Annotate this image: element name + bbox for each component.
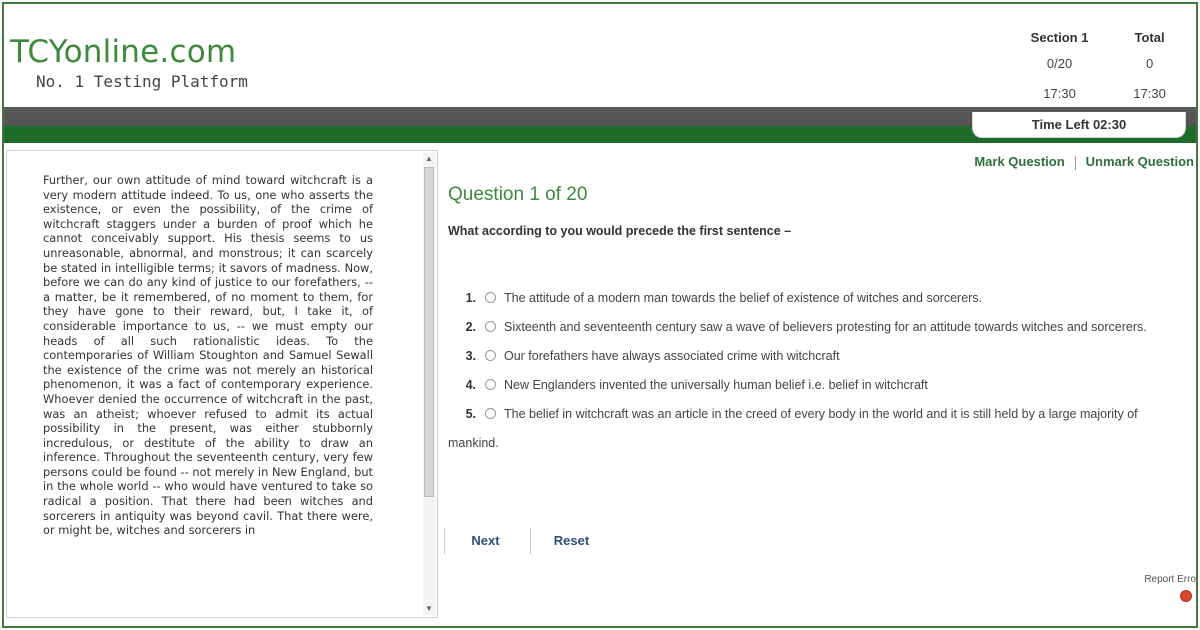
scroll-down-arrow-icon[interactable]: ▼ [425,604,433,613]
option-number: 5. [465,407,476,421]
score-total-time: 17:30 [1133,85,1166,101]
answer-option-2[interactable] [448,313,1188,342]
passage-pane[interactable] [6,150,438,618]
passage-text: Further, our own attitude of mind toward witchcraft is a very modern attitude indeed. To us, one who asserts the existence, or even the possibility, of the crime of witchcraft staggers under a burden of proof which he cannot conceivably support. His thesis seems to us unreasonable, abnormal, and monstrous; it can scarcely be stated in intelligible terms; it savors of madness. Now, before we can do any kind of justice to our forefathers, -- a matter, be it remembered, of no moment to them, for they have gone to their reward, but, I take it, of considerable importance to us, -- we must empty our heads of all such rationalistic ideas. To the contemporaries of William Stoughton and Samuel Sewall the existence of the crime was not merely an historical phenomenon, it was a fact of contemporary experience. Whoever denied the occurrence of witchcraft in the past, was an atheist; whoever refused to admit its actual possibility in the present, was either stubbornly incredulous, or destitute of the ability to draw an inference. Throughout the seventeenth century, very few persons could be found -- not merely in New England, but in the whole world -- who would have ventured to take so radical a position. That there had been witches and sorcerers in antiquity was beyond cavil. That there were, or might be, witches and sorcerers in [43,173,373,538]
option-number: 3. [465,349,476,363]
answer-option-5[interactable] [448,400,1188,458]
answer-options [448,284,1188,458]
score-header-section: Section 1 [1030,29,1089,45]
option-text: The belief in witchcraft was an article in the creed of every body in the world and it is still held by a large majority of mankind. [448,407,1138,450]
question-pane [444,150,1196,624]
brand-logo: TCYonline.com [10,34,237,70]
option-number: 4. [465,378,476,392]
answer-option-1[interactable] [448,284,1188,313]
brand-tagline: No. 1 Testing Platform [36,72,248,91]
score-total-attempted: 0 [1145,55,1154,71]
option-text: Sixteenth and seventeenth century saw a wave of believers protesting for an attitude towards witches and sorcerers. [504,320,1147,334]
question-title: Question 1 of 20 [448,184,588,205]
option-text: New Englanders invented the universally human belief i.e. belief in witchcraft [504,378,928,392]
score-section-time: 17:30 [1043,85,1076,101]
report-error-icon[interactable] [1180,590,1192,602]
mark-question-link[interactable]: Mark Question [974,154,1065,169]
answer-option-4[interactable] [448,371,1188,400]
option-text: Our forefathers have always associated crime with witchcraft [504,349,840,363]
time-left: Time Left 02:30 [972,112,1186,138]
mark-separator [1075,156,1076,170]
header [4,4,1196,112]
mark-links [974,154,1194,170]
scroll-up-arrow-icon[interactable]: ▲ [425,154,433,163]
brand [10,34,248,91]
unmark-question-link[interactable]: Unmark Question [1085,154,1194,169]
option-text: The attitude of a modern man towards the belief of existence of witches and sorcerers. [504,291,983,305]
radio-button[interactable] [485,408,496,419]
score-header-total: Total [1134,29,1165,45]
score-table [1002,26,1182,108]
next-button[interactable]: Next [444,528,526,554]
radio-button[interactable] [485,321,496,332]
passage-scrollbar[interactable] [423,153,435,615]
score-section-attempted: 0/20 [1046,55,1073,71]
option-number: 1. [465,291,476,305]
reset-button[interactable]: Reset [530,528,612,554]
report-error-link[interactable]: Report Erro [1144,574,1196,585]
radio-button[interactable] [485,292,496,303]
scroll-thumb[interactable] [424,167,434,497]
radio-button[interactable] [485,350,496,361]
radio-button[interactable] [485,379,496,390]
option-number: 2. [465,320,476,334]
answer-option-3[interactable] [448,342,1188,371]
app-frame [2,2,1198,628]
question-prompt: What according to you would precede the first sentence – [448,224,792,238]
